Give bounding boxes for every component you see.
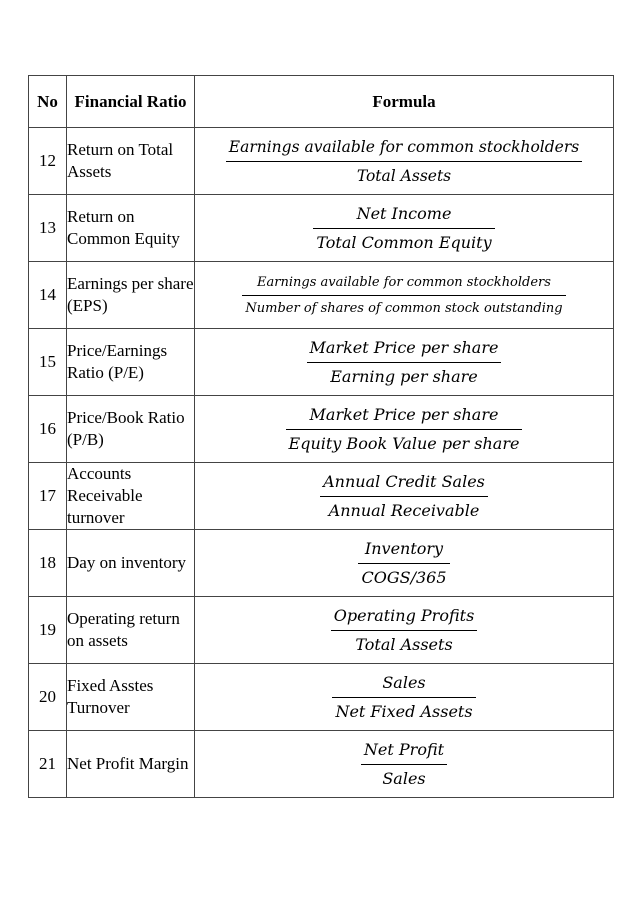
table-row <box>29 597 614 664</box>
formula-cell <box>195 396 614 463</box>
table-row <box>29 530 614 597</box>
formula-numerator: Market Price per share <box>307 337 502 363</box>
formula-denominator: Net Fixed Assets <box>335 701 473 721</box>
formula-fraction <box>226 136 582 187</box>
row-number: 14 <box>29 262 67 329</box>
ratio-name: Fixed Asstes Turnover <box>67 664 195 731</box>
formula-denominator: Sales <box>382 768 426 788</box>
ratio-name: Price/Earnings Ratio (P/E) <box>67 329 195 396</box>
table-row <box>29 664 614 731</box>
formula-numerator: Sales <box>332 672 475 698</box>
table-row <box>29 262 614 329</box>
row-number: 19 <box>29 597 67 664</box>
formula-numerator: Annual Credit Sales <box>320 471 488 497</box>
financial-ratios-table <box>28 75 614 798</box>
row-number: 17 <box>29 463 67 530</box>
formula-cell <box>195 262 614 329</box>
ratio-name: Net Profit Margin <box>67 731 195 798</box>
header-formula: Formula <box>195 76 614 128</box>
formula-numerator: Net Profit <box>361 739 447 765</box>
ratio-name: Return on Common Equity <box>67 195 195 262</box>
formula-numerator: Inventory <box>358 538 449 564</box>
row-number: 15 <box>29 329 67 396</box>
ratio-name: Earnings per share (EPS) <box>67 262 195 329</box>
row-number: 16 <box>29 396 67 463</box>
formula-fraction <box>331 605 478 656</box>
formula-denominator: Total Common Equity <box>316 232 492 252</box>
formula-fraction <box>358 538 449 589</box>
formula-fraction <box>332 672 475 723</box>
formula-cell <box>195 329 614 396</box>
ratio-name: Return on Total Assets <box>67 128 195 195</box>
formula-fraction <box>307 337 502 388</box>
table-row <box>29 329 614 396</box>
ratio-name: Accounts Receivable turnover <box>67 463 195 530</box>
formula-cell <box>195 463 614 530</box>
formula-numerator: Net Income <box>313 203 494 229</box>
formula-cell <box>195 195 614 262</box>
header-financial-ratio: Financial Ratio <box>67 76 195 128</box>
formula-denominator: Total Assets <box>356 166 452 185</box>
formula-cell <box>195 128 614 195</box>
formula-cell <box>195 664 614 731</box>
formula-denominator: Earning per share <box>330 366 478 386</box>
row-number: 18 <box>29 530 67 597</box>
formula-denominator: Equity Book Value per share <box>288 433 520 453</box>
ratio-name: Price/Book Ratio (P/B) <box>67 396 195 463</box>
ratio-name: Operating return on assets <box>67 597 195 664</box>
formula-numerator: Operating Profits <box>331 605 478 631</box>
table-row <box>29 731 614 798</box>
formula-fraction <box>320 471 488 522</box>
formula-fraction <box>313 203 494 254</box>
row-number: 13 <box>29 195 67 262</box>
formula-denominator: Number of shares of common stock outstanding <box>245 300 563 316</box>
formula-fraction <box>242 273 565 318</box>
formula-denominator: COGS/365 <box>361 567 447 587</box>
row-number: 20 <box>29 664 67 731</box>
row-number: 21 <box>29 731 67 798</box>
table-row <box>29 128 614 195</box>
formula-fraction <box>361 739 447 790</box>
formula-numerator: Earnings available for common stockholders <box>226 136 582 162</box>
formula-denominator: Annual Receivable <box>328 500 480 520</box>
formula-cell <box>195 530 614 597</box>
table-header-row <box>29 76 614 128</box>
formula-cell <box>195 731 614 798</box>
row-number: 12 <box>29 128 67 195</box>
table-row <box>29 463 614 530</box>
table-row <box>29 396 614 463</box>
formula-fraction <box>286 404 523 455</box>
formula-denominator: Total Assets <box>355 634 453 654</box>
header-no: No <box>29 76 67 128</box>
formula-numerator: Market Price per share <box>286 404 523 430</box>
table-row <box>29 195 614 262</box>
formula-numerator: Earnings available for common stockholders <box>242 273 565 296</box>
ratio-name: Day on inventory <box>67 530 195 597</box>
formula-cell <box>195 597 614 664</box>
